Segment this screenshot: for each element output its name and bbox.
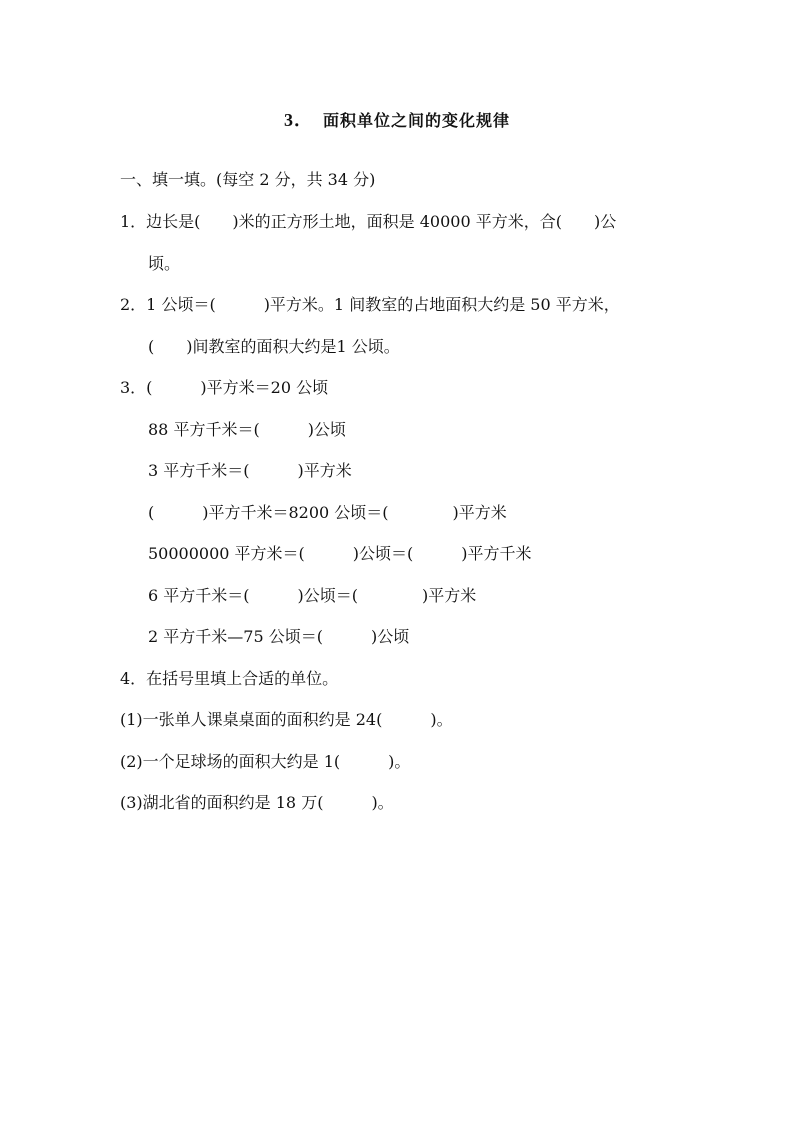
question-3-item: 3 平方千米＝( )平方米 (148, 461, 352, 480)
title-text: 面积单位之间的变化规律 (322, 111, 510, 130)
question-3-item: 2 平方千米—75 公顷＝( )公顷 (148, 627, 410, 646)
question-2-line-2: ( )间教室的面积大约是1 公顷。 (148, 337, 400, 356)
question-1-line-2: 顷。 (148, 254, 181, 273)
question-4-item: (2)一个足球场的面积大约是 1( )。 (120, 752, 411, 771)
question-4-item: (3)湖北省的面积约是 18 万( )。 (120, 793, 394, 812)
title-number: 3． (283, 110, 313, 130)
question-4-item: (1)一张单人课桌桌面的面积约是 24( )。 (120, 710, 453, 729)
question-2-line-1: 2．1 公顷＝( )平方米。1 间教室的占地面积大约是 50 平方米， (120, 295, 620, 314)
question-3-item: 50000000 平方米＝( )公顷＝( )平方千米 (148, 544, 532, 563)
question-3-item: ( )平方千米＝8200 公顷＝( )平方米 (148, 503, 507, 522)
question-4-line-1: 4．在括号里填上合适的单位。 (120, 669, 339, 688)
question-3-line-1: 3．( )平方米＝20 公顷 (120, 378, 329, 397)
question-1-line-1: 1．边长是( )米的正方形土地，面积是 40000 平方米，合( )公 (120, 212, 617, 231)
question-3-item: 88 平方千米＝( )公顷 (148, 420, 346, 439)
question-3-item: 6 平方千米＝( )公顷＝( )平方米 (148, 586, 477, 605)
section-heading: 一、填一填。(每空 2 分，共 34 分) (120, 170, 376, 189)
page-title (0, 106, 794, 132)
